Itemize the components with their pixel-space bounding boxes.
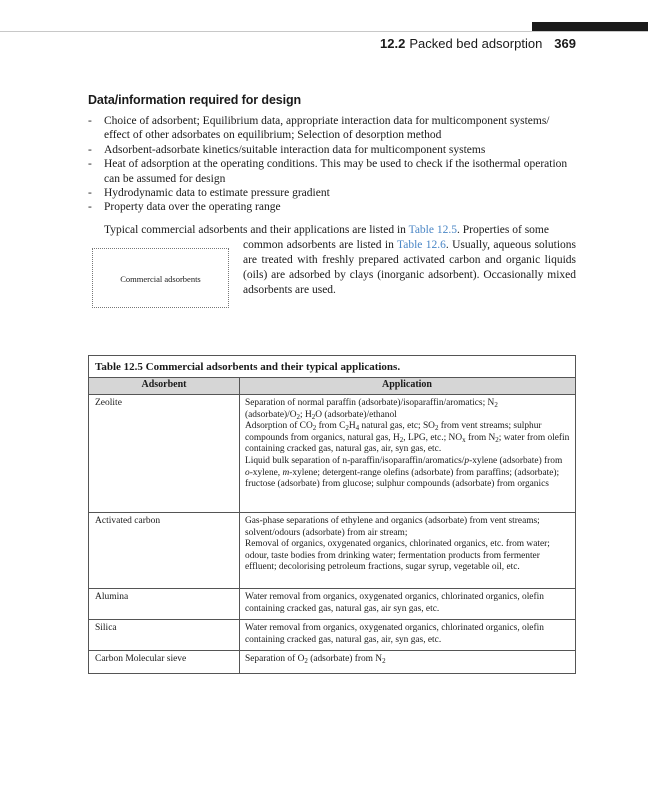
table-caption: Table 12.5 Commercial adsorbents and their typical applications. [95,361,401,373]
adsorbent-cell: Zeolite [95,398,122,408]
page-number: 369 [554,36,576,51]
bullet-marker: - [88,158,92,171]
list-item-text: Heat of adsorption at the operating conditions. This may be used to check if the isothermal operation can be assumed for design [104,158,568,185]
table-12-5 [88,355,576,674]
body-paragraph-rest [243,238,576,298]
application-line: Gas-phase separations of ethylene and organics (adsorbate) from vent streams; solvent/odours (adsorbate) from air stream; [245,516,540,538]
paragraph-text: . Usually, aqueous solutions are treated with freshly prepared activated carbon and organic liquids (oils) are adsorbed by clays (inorganic adsorbent). Occasionally mixed adsorbents are used. [243,239,576,296]
table-row-alumina [89,588,575,620]
application-line: Liquid bulk separation of n-paraffin/isoparaffin/aromatics/p-xylene (adsorbate) from o-xylene, m-xylene; detergent-range olefins (adsorbate) from paraffins; (adsorbate); fructose (adsorbate) from glucose; sulphur compounds (adsorbate) from organics [245,455,563,490]
paragraph-text: Typical commercial adsorbents and their applications are listed in [104,224,409,236]
margin-note-border [92,248,229,249]
bullet-marker: - [88,187,92,200]
application-cell: Water removal from organics, oxygenated organics, chlorinated organics, olefin containing cracked gas, natural gas, air, syn gas, etc. [245,623,544,645]
bullet-marker: - [88,143,92,156]
adsorbent-cell: Silica [95,623,117,633]
table-header-row [89,377,575,395]
application-line: Separation of normal paraffin (adsorbate)/isoparaffin/aromatics; $N_2$ $(adsorbate)/O_2$; $H_2O$ (adsorbate)/ethanol [245,398,498,421]
table-row-activated-carbon [89,512,575,589]
list-item-text: Hydrodynamic data to estimate pressure gradient [104,187,330,200]
margin-note-label: Commercial adsorbents [120,274,201,284]
list-item-text: Choice of adsorbent; Equilibrium data, appropriate interaction data for multicomponent systems/ effect of other adsorbates on equilibrium; Selection of desorption method [104,115,550,142]
paragraph-text: . Properties of some [456,224,549,236]
body-paragraph-line1 [104,223,576,238]
application-cell [245,398,571,491]
table-row-carbon-molecular-sieve [89,650,575,673]
running-head [380,36,576,51]
application-cell [245,516,571,574]
application-line: Adsorption of $CO_2$ from $C_2H_4$ natural gas, etc; $SO_2$ from vent streams; sulphur compounds from organics, natural gas, $H_2$, LPG, etc.; $NO_x$ from $N_2$; water from olefin containing cracked gas, natural gas, air, syn gas, etc. [245,421,570,455]
application-line: Removal of organics, oxygenated organics, chlorinated organics, etc. from water; odour, taste bodies from drinking water; fermentation products from fermenter effluent; decolorising petroleum fractions, sugar syrup, vegetable oil, etc. [245,539,550,573]
list-item-text: Property data over the operating range [104,201,281,214]
adsorbent-cell: Activated carbon [95,516,161,526]
list-item [88,157,578,186]
application-cell: Water removal from organics, oxygenated organics, chlorinated organics, olefin containing cracked gas, natural gas, air syn gas, etc. [245,592,544,614]
paragraph-text: common adsorbents are listed in [243,239,397,251]
list-item [88,200,578,214]
adsorbent-cell: Alumina [95,592,129,602]
table-row-silica [89,619,575,651]
column-header-adsorbent: Adsorbent [141,379,187,390]
list-item-text: Adsorbent-adsorbate kinetics/suitable interaction data for multicomponent systems [104,143,486,156]
bullet-marker: - [88,201,92,214]
list-item [88,114,578,143]
header-rule [0,31,648,32]
bullet-marker: - [88,115,92,127]
margin-note-border [92,307,229,308]
adsorbent-cell: Carbon Molecular sieve [95,654,187,664]
table-12-5-link[interactable]: Table 12.5 [408,224,457,236]
column-header-application: Application [381,379,432,390]
design-heading: Data/information required for design [88,93,302,107]
list-item [88,143,578,157]
section-number: 12.2 [380,36,406,51]
table-row-zeolite [89,394,575,513]
margin-note-box [92,248,229,308]
application-cell: Separation of $O_2$ (adsorbate) from $N_2$ [245,654,386,665]
section-title: Packed bed adsorption [409,36,543,51]
design-requirements-list [88,114,578,215]
list-item [88,186,578,200]
table-12-6-link[interactable]: Table 12.6 [397,239,446,251]
header-bar [532,22,648,31]
